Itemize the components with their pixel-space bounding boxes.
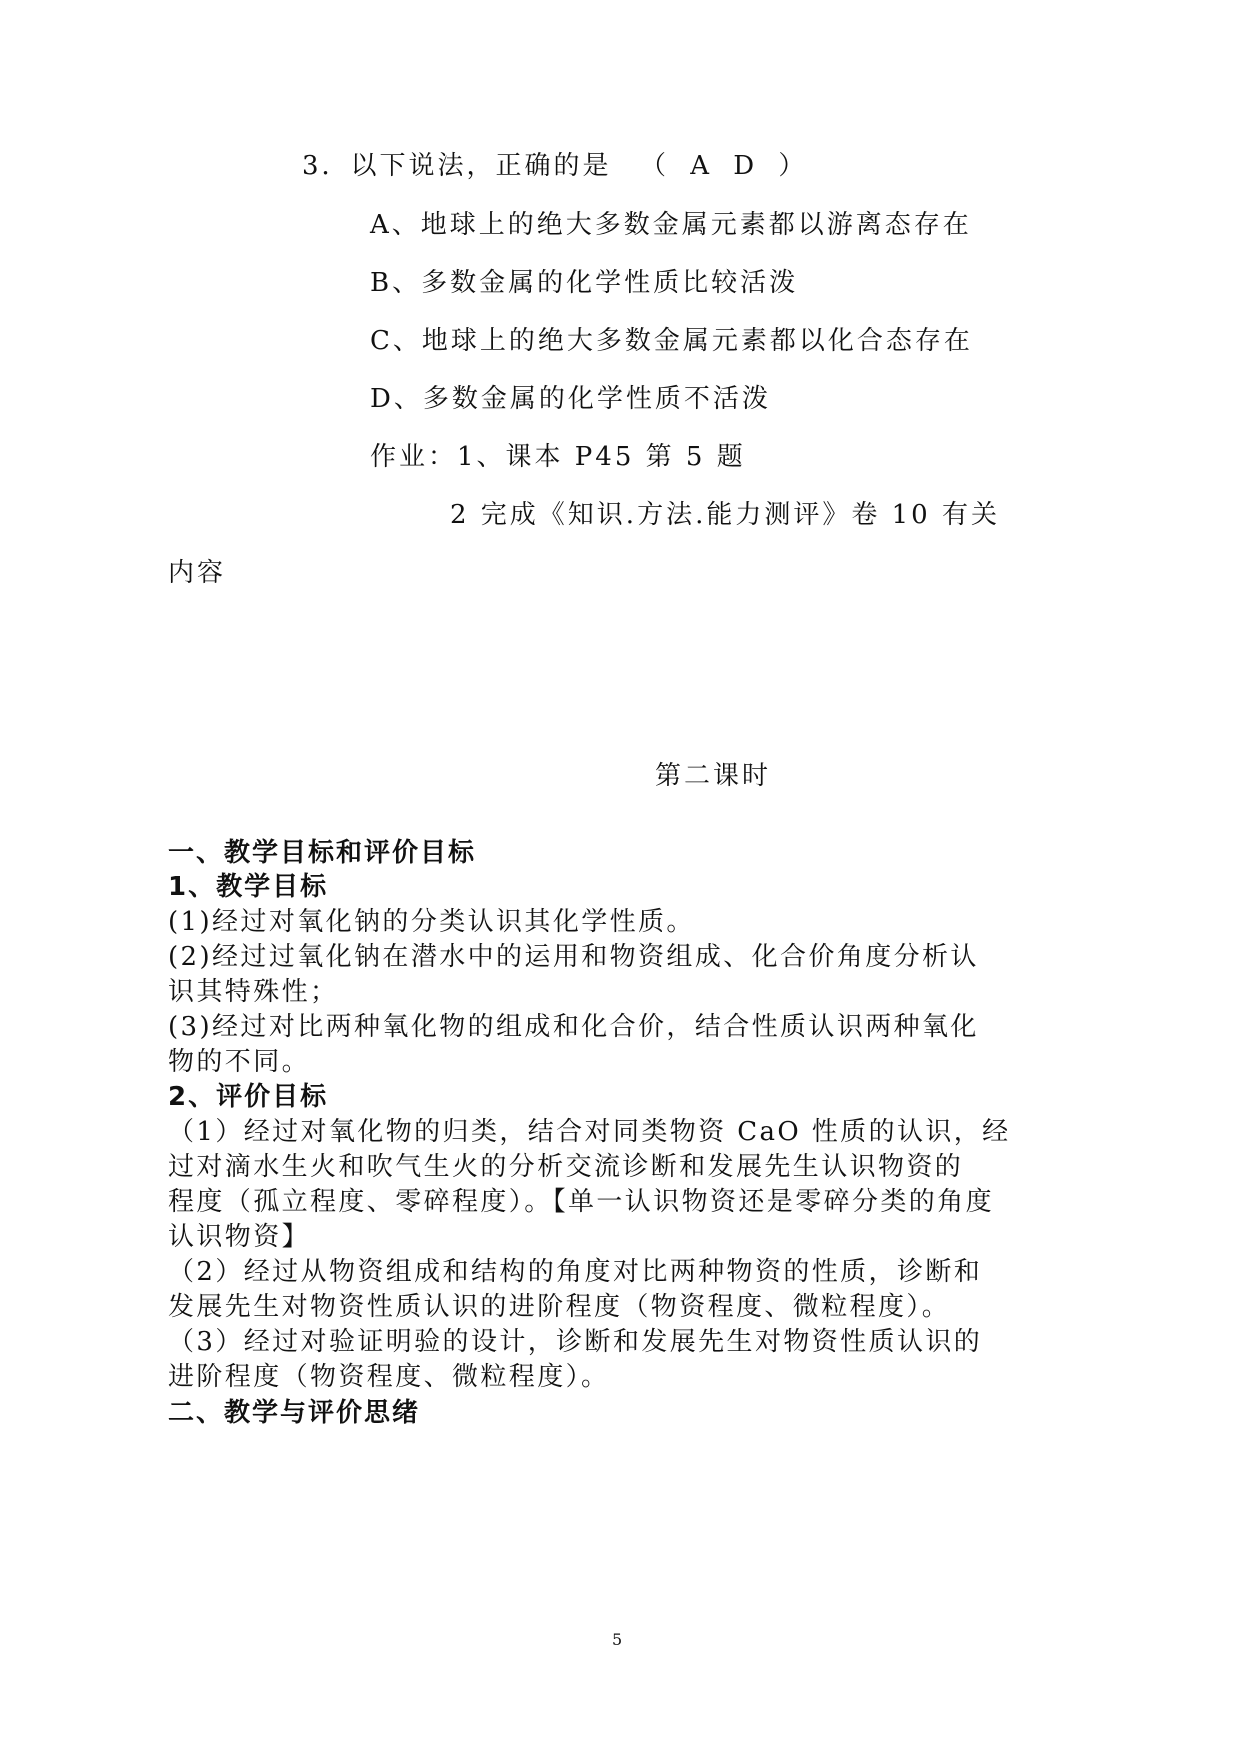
homework-line-1: 作业：1、课本 P45 第 5 题 <box>370 442 746 472</box>
evaluation-line-4: 认识物资】 <box>168 1222 311 1252</box>
objective-line-5: 物的不同。 <box>168 1047 311 1077</box>
objective-line-3: 识其特殊性； <box>168 977 339 1007</box>
objective-line-2: (2)经过过氧化钠在潜水中的运用和物资组成、化合价角度分析认 <box>168 942 979 972</box>
option-a: A、地球上的绝大多数金属元素都以游离态存在 <box>370 210 972 240</box>
objective-line-4: (3)经过对比两种氧化物的组成和化合价，结合性质认识两种氧化 <box>168 1012 979 1042</box>
lesson-title: 第二课时 <box>655 761 772 791</box>
option-b: B、多数金属的化学性质比较活泼 <box>370 268 799 298</box>
section1-heading: 一、教学目标和评价目标 <box>168 838 477 868</box>
section1-sub2: 2、评价目标 <box>168 1082 329 1112</box>
evaluation-line-6: 发展先生对物资性质认识的进阶程度（物资程度、微粒程度）。 <box>168 1292 951 1322</box>
evaluation-line-3: 程度（孤立程度、零碎程度）。【单一认识物资还是零碎分类的角度 <box>168 1187 995 1217</box>
homework-line-3: 内容 <box>168 558 227 588</box>
option-d: D、多数金属的化学性质不活泼 <box>370 384 771 414</box>
option-c: C、地球上的绝大多数金属元素都以化合态存在 <box>370 326 973 356</box>
evaluation-line-7: （3）经过对验证明验的设计，诊断和发展先生对物资性质认识的 <box>168 1327 983 1357</box>
section2-heading: 二、教学与评价思绪 <box>168 1398 421 1428</box>
evaluation-line-8: 进阶程度（物资程度、微粒程度）。 <box>168 1362 610 1392</box>
evaluation-line-2: 过对滴水生火和吹气生火的分析交流诊断和发展先生认识物资的 <box>168 1152 964 1182</box>
section1-sub1: 1、教学目标 <box>168 872 329 902</box>
homework-line-2: 2 完成《知识.方法.能力测评》卷 10 有关 <box>450 500 1000 530</box>
page-number: 5 <box>612 1630 623 1649</box>
question-answer: （ A D ） <box>640 151 813 181</box>
question-stem: 3．以下说法，正确的是 <box>302 151 612 181</box>
evaluation-line-5: （2）经过从物资组成和结构的角度对比两种物资的性质，诊断和 <box>168 1257 983 1287</box>
objective-line-1: (1)经过对氧化钠的分类认识其化学性质。 <box>168 907 695 937</box>
evaluation-line-1: （1）经过对氧化物的归类，结合对同类物资 CaO 性质的认识，经 <box>168 1117 1011 1147</box>
